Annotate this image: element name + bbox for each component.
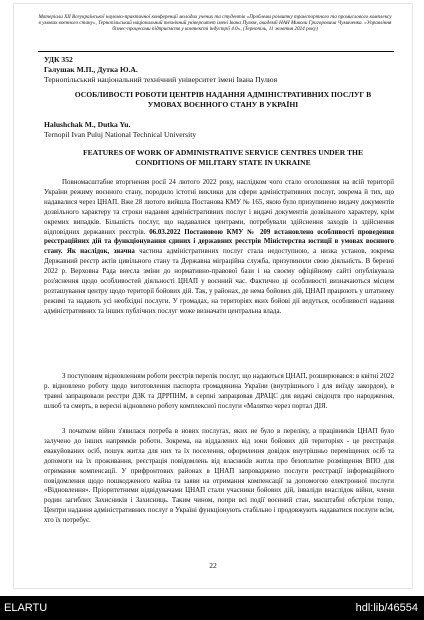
conference-header: Матеріали XII Всеукраїнської науково-практичної конференції молодих учених та студентів «Проблеми розвитку транспортного та промислового комплексу в умовах воєнного стану», Тернопільський національний технічний університет імені Івана Пулюя, академії НАН Миколи Григоровича Чумаченка. «Управління бізнес-процесами підприємств у контексті індустрії 4.0», (Тернопіль, 11 жовтня 2024 року) [38,14,392,33]
paragraph-text: З поступовим відновленням роботи реєстрів перелік послуг, що надаються ЦНАП, розширювався: в квітні 2022 р. відновлено роботу щодо виготовлення паспорта громадянина України (внутрішнього і для виїзду закордон), в травні запрацювали реєстри ДЗК та ДРРПНМ, в серпні запрацював ДРАЦС для видачі свідоцтв про народження, шлюб та смерть, в вересні відновлено роботу комплексної послуги «Малятко через портал ДІЯ. [44,372,394,410]
title-en: FEATURES OF WORK OF ADMINISTRATIVE SERVICE CENTRES UNDER THE CONDITIONS OF MILITARY STATE IN UKRAINE [82,148,364,167]
handle-link[interactable]: hdl:lib/46554 [355,602,418,614]
affiliation-ua: Тернопільський національний технічний університет імені Івана Пулюя [44,75,278,84]
document-page [14,4,412,588]
udk-code: УДК 352 [44,55,73,64]
paragraph-text-bold: 06.03.2022 Постановою КМУ № 209 встановлено особливості проведення реєстраційних дій та функціонування єдиних і державних реєстрів Міністерства юстиції в умовах воєнного стану. Як наслідок, значна [44,227,395,256]
paragraph-text: частина адміністративних послуг стала недоступною, а низка установ, зокрема Державний реєстр актів цивільного стану та Державна міграційна служба, призупинили свою діяльність. В березні 2022 р. Верховна Рада внесла зміни до нормативно-правової бази і на своєму офіційному сайті опублікувала роз'яснення щодо особливостей діяльності ЦНАП у воєнний час. Фактично ці особливості визначаються місцем розташування центру щодо території бойових дій. [44,247,394,295]
footer-bar [0,596,424,620]
title-ua: ОСОБЛИВОСТІ РОБОТИ ЦЕНТРІВ НАДАННЯ АДМІНІСТРАТИВНИХ ПОСЛУГ В УМОВАХ ВОЄННОГО СТАНУ В УКРАЇНІ [74,90,372,109]
body-paragraph-3 [44,427,394,526]
body-paragraph-1 [44,178,394,317]
page-number: 22 [209,561,217,570]
repository-name: ELARTU [4,602,48,614]
paragraph-text: Так, у районах, де нема бойових дій, ЦНАП працюють у штатному режимі та надають усі необхідні послуги. У громадах, на територіях яких бойові дії ведуться, особливості надання адміністративних та інших публічних послуг може визначати центральна влада. [44,286,394,315]
header-divider [38,51,394,52]
paragraph-text: Повномасштабне вторгнення росії 24 лютого 2022 року, наслідком чого стало оголошення на всій території України режиму воєнного стану, породило істотні виклики для сфери адміністративних послуг, зокрема й тих, що надавалися через ЦНАП. Вже 28 лютого вийшла Постанова КМУ № 165, якою було призупинено видачу документів дозвільного характеру та строки надання адміністративних послуг і видачі документів дозвільного характеру, крім окремих випадків. Більшість послуг, що надавалися центрами, потребували здійснення заходів із здійснення відповідних державних реєстрів. [44,178,394,236]
authors-ua: Галушак М.П., Дутка Ю.А. [44,65,138,74]
body-paragraph-2 [44,372,394,412]
authors-en: Halushchak M., Dutka Yu. [44,120,131,129]
paragraph-text: З початком війни з'явилася потреба в нових послугах, яких не було в переліку, а працівників ЦНАП було залучено до інших напрямків роботи. Зокрема, на віддалених від зони бойових дій територіях - це реєстрація евакуйованих осіб, пошук житла для них та їх поселення, оформлення довідок внутрішньо переміщених осіб та допомоги на їх проживання, реєстрація повідомлень від власників житла про безоплатне розміщення ВПО для отримання компенсації. У прифронтових районах в ЦНАП запроваджено послуги реєстрації інформаційного повідомлення щодо пошкодженого майна та заяви на отримання компенсації за допомогою електронної послуги «Відновлення». Пріоритетними відвідувачами ЦНАП стали учасники бойових дій, інваліди внаслідок війни, члени родин загиблих Захисників і Захисниць. Таким чином, попри всі події воєнний стан, масштабні обстріли тощо, Центри надання адміністративних послуг в Україні функціонують стабільно і продовжують надаватися послуги всім, хто їх потребує. [44,427,394,525]
affiliation-en: Ternopil Ivan Puluj National Technical University [44,130,197,139]
